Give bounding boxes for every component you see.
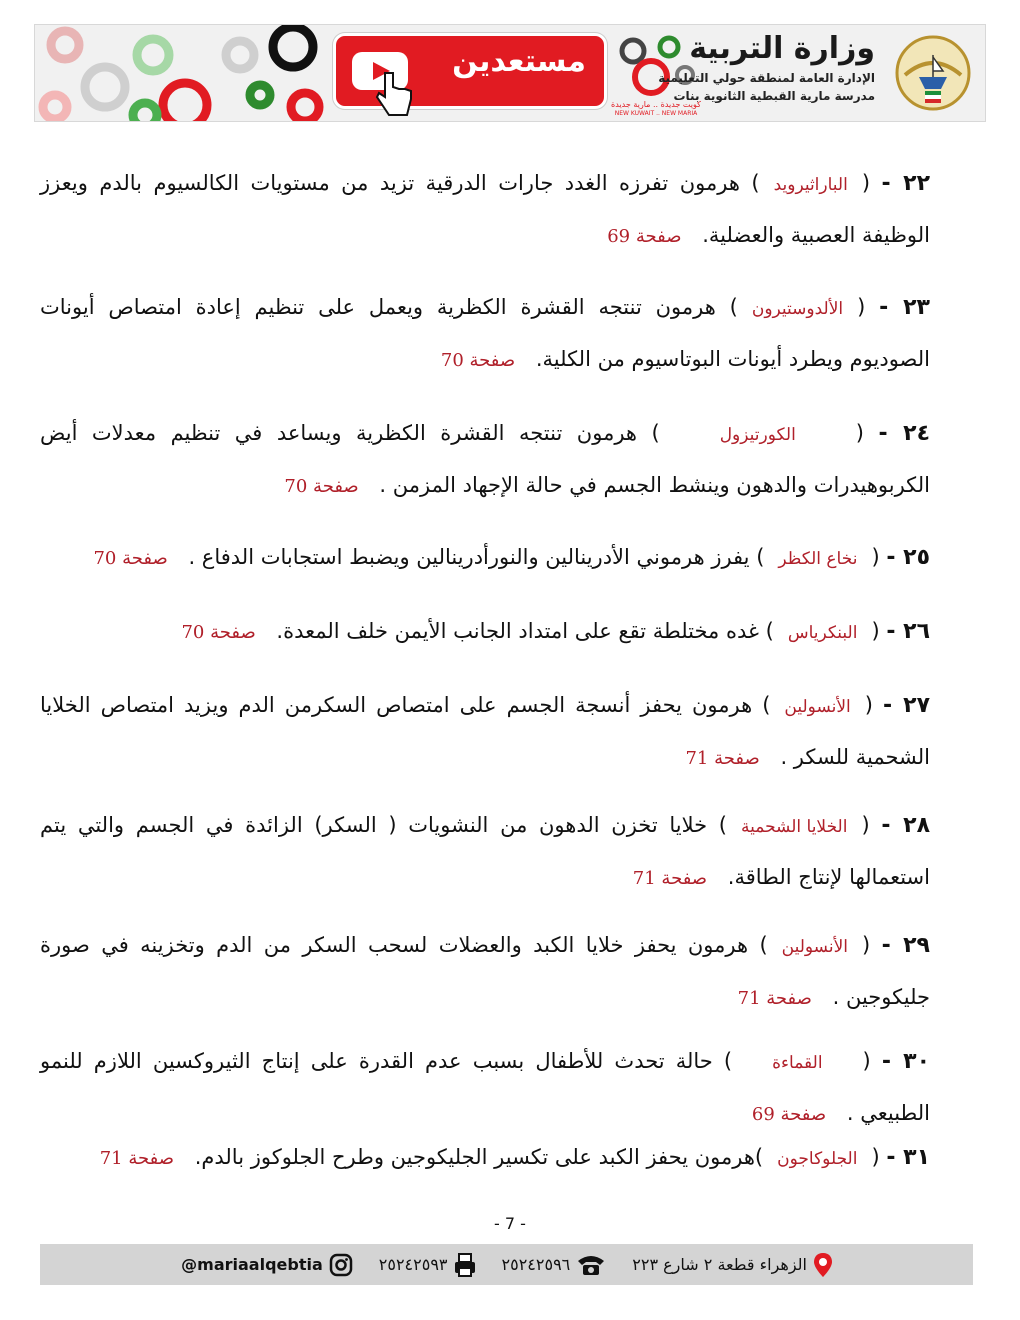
page-reference: صفحة 70 [93, 548, 168, 569]
instagram-group[interactable] [181, 1253, 353, 1277]
list-item [40, 158, 930, 262]
item-text: ) هرمون يحفز أنسجة الجسم على امتصاص السكرمن الدم ويزيد امتصاص الخلايا الشحمية للسكر . [40, 693, 930, 769]
list-item [40, 282, 930, 386]
telephone-icon [576, 1253, 606, 1277]
item-text: ) خلايا تخزن الدهون من النشويات ( السكر) الزائدة في الجسم والتي يتم استعمالها لإنتاج الطاقة. [40, 813, 930, 889]
item-text: )هرمون يحفز الكبد على تكسير الجليكوجين وطرح الجلوكوز بالدم. [194, 1145, 764, 1169]
open-paren: ( [864, 693, 873, 717]
address-group [632, 1252, 833, 1278]
answer-text: الباراثيرويد [773, 175, 848, 195]
location-pin-icon [813, 1252, 833, 1278]
kuwait-emblem-icon [891, 31, 975, 115]
page-reference: صفحة 70 [440, 350, 516, 371]
item-number: ٢٤ - [878, 421, 930, 446]
list-item [40, 680, 930, 784]
page-reference: صفحة 71 [632, 868, 708, 889]
answer-text: الأنسولين [781, 937, 848, 957]
open-paren: ( [871, 1145, 880, 1169]
gears-decoration-icon [35, 25, 335, 121]
answer-text: الأنسولين [784, 697, 851, 717]
page-reference: صفحة 70 [181, 622, 256, 643]
item-number: ٢٥ - [886, 545, 930, 570]
instagram-handle[interactable]: @mariaalqebtia [181, 1255, 323, 1274]
header-banner [34, 24, 986, 122]
phone-group [502, 1253, 607, 1277]
item-number: ٢٩ - [881, 933, 930, 958]
item-text: ) هرمون تفرزه الغدد جارات الدرقية تزيد من مستويات الكالسيوم بالدم ويعزز الوظيفة العصبية والعضلية. [40, 171, 930, 247]
fax-icon [454, 1253, 476, 1277]
list-item [40, 606, 930, 658]
item-number: ٢٢ - [881, 171, 930, 196]
answer-text: الألدوستيرون [751, 299, 844, 319]
item-text: ) يفرز هرموني الأدرينالين والنورأدرينالين ويضبط استجابات الدفاع . [188, 545, 765, 569]
item-number: ٢٧ - [883, 693, 930, 718]
slogan-text: كويت جديدة .. مارية جديدة [611, 100, 701, 109]
footer-bar [40, 1244, 973, 1285]
open-paren: ( [861, 171, 871, 195]
list-item [40, 532, 930, 584]
list-item [40, 408, 930, 512]
page-reference: صفحة 71 [685, 748, 760, 769]
open-paren: ( [862, 933, 871, 957]
open-paren: ( [857, 295, 866, 319]
list-item [40, 800, 930, 904]
fax-group [379, 1253, 476, 1277]
item-number: ٢٣ - [879, 295, 930, 320]
answer-text: الجلوكاجون [777, 1149, 858, 1169]
item-number: ٣٠ - [881, 1049, 930, 1074]
item-text: ) غده مختلطة تقع على امتداد الجانب الأيمن خلف المعدة. [276, 619, 774, 643]
item-number: ٣١ - [886, 1145, 930, 1170]
ministry-heading [575, 29, 875, 105]
list-item [40, 1036, 930, 1140]
hand-cursor-icon [373, 69, 417, 119]
item-text: ) هرمون تنتجه القشرة الكظرية ويعمل على تنظيم إعادة امتصاص أيونات الصوديوم ويطرد أيونات البوتاسيوم من الكلية. [40, 295, 930, 371]
page-reference: صفحة 71 [99, 1148, 175, 1169]
ministry-line-1: الإدارة العامة لمنطقة حولي التعليمية [658, 71, 875, 85]
button-label: مستعدين [452, 44, 586, 79]
answer-text: نخاع الكظر [778, 549, 858, 569]
open-paren: ( [861, 813, 870, 837]
open-paren: ( [871, 545, 880, 569]
open-paren: ( [871, 619, 880, 643]
page-reference: صفحة 70 [284, 476, 359, 497]
answer-text: الكورتيزول [719, 425, 796, 445]
fax-text: ٢٥٢٤٢٥٩٣ [378, 1255, 448, 1274]
open-paren: ( [855, 421, 864, 445]
phone-text: ٢٥٢٤٢٥٩٦ [501, 1255, 571, 1274]
answer-text: الخلايا الشحمية [741, 817, 848, 837]
open-paren: ( [862, 1049, 871, 1073]
item-text: ) هرمون يحفز خلايا الكبد والعضلات لسحب السكر من الدم وتخزينه في صورة جليكوجين . [40, 933, 930, 1009]
footer-contacts [181, 1244, 833, 1285]
item-number: ٢٨ - [881, 813, 930, 838]
list-item [40, 1132, 930, 1184]
instagram-icon [329, 1253, 353, 1277]
item-text: ) حالة تحدث للأطفال بسبب عدم القدرة على إنتاج الثيروكسين اللازم للنمو الطبيعي . [40, 1049, 930, 1125]
address-text: الزهراء قطعة ٢ شارع ٢٢٣ [632, 1255, 807, 1274]
list-item [40, 920, 930, 1024]
page-reference: صفحة 69 [751, 1104, 827, 1125]
page-number: - 7 - [494, 1214, 526, 1233]
ministry-title: وزارة التربية [689, 31, 875, 66]
page-reference: صفحة 71 [737, 988, 812, 1009]
ministry-line-2: مدرسة مارية القبطية الثانوية بنات [673, 89, 875, 103]
slogan-en-text: NEW KUWAIT .. NEW MARIA [614, 110, 698, 115]
page-reference: صفحة 69 [607, 226, 682, 247]
answer-text: القماءة [772, 1053, 823, 1073]
item-text: ) هرمون تنتجه القشرة الكظرية ويساعد في تنظيم معدلات أيض الكربوهيدرات والدهون وينشط الجسم في حالة الإجهاد المزمن . [40, 421, 930, 497]
answer-text: البنكرياس [787, 623, 858, 643]
item-number: ٢٦ - [886, 619, 930, 644]
